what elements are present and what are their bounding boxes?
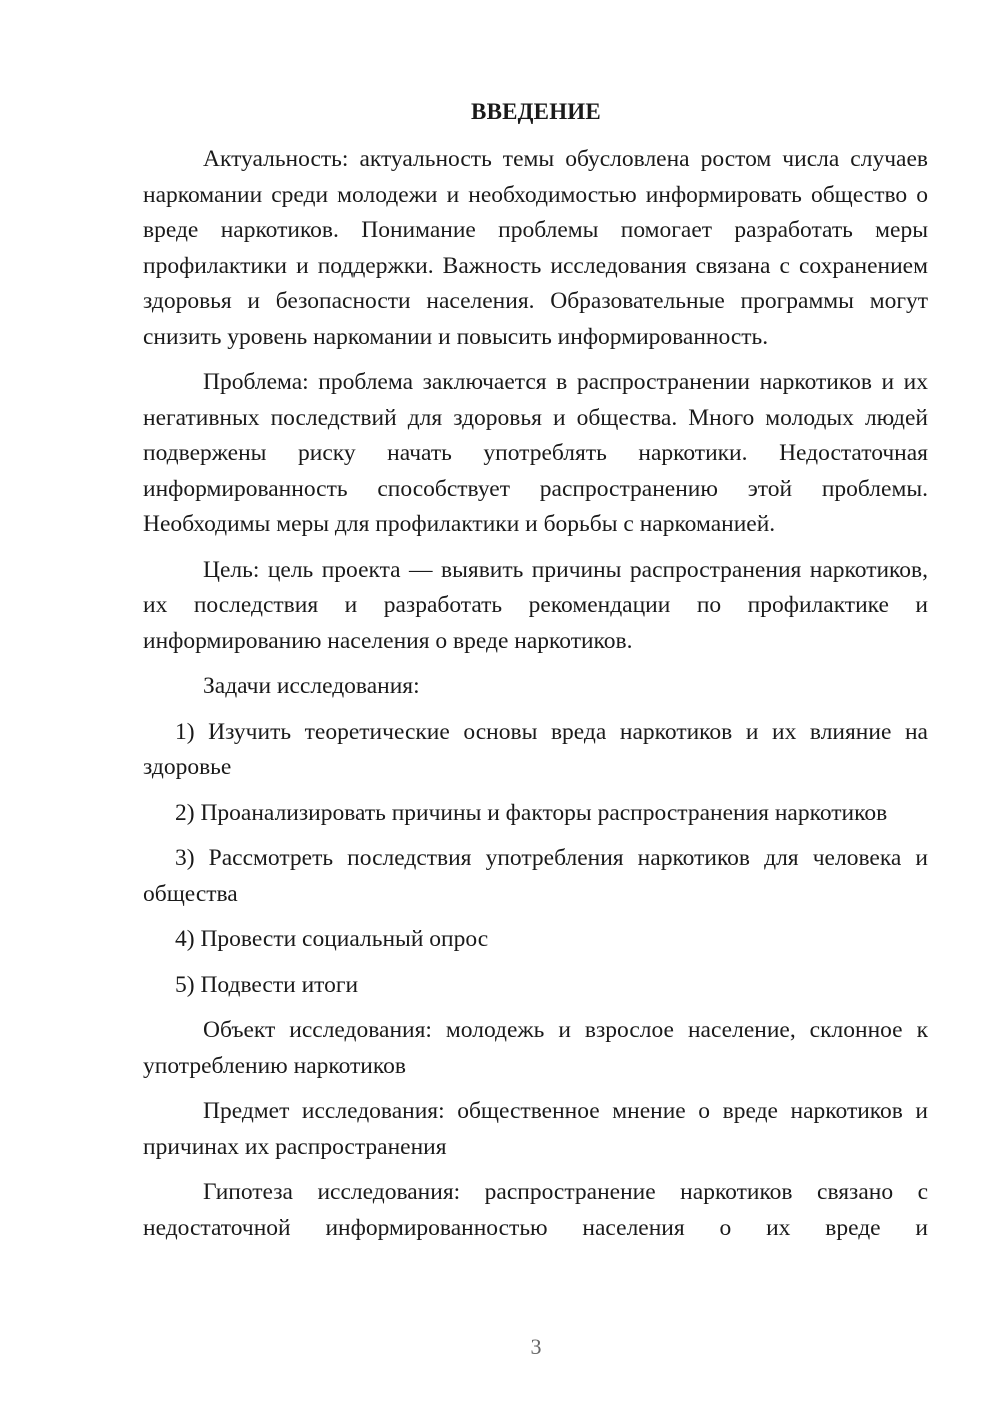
paragraph-hypothesis: Гипотеза исследования: распространение наркотиков связано с недостаточной информированностью населения о их вреде и xyxy=(143,1179,928,1241)
paragraph-relevance: Актуальность: актуальность темы обусловлена ростом числа случаев наркомании среди молодежи и необходимостью информировать общество о вреде наркотиков. Понимание проблемы помогает разработать меры профилактики и поддержки. Важность исследования связана с сохранением здоровья и безопасности населения. Образовательные программы могут снизить уровень наркомании и повысить информированность. xyxy=(143,146,928,350)
task-item-4: 4) Провести социальный опрос xyxy=(175,926,489,952)
document-body xyxy=(143,142,928,1256)
task-item-3: 3) Рассмотреть последствия употребления наркотиков для человека и общества xyxy=(143,845,928,907)
tasks-label: Задачи исследования: xyxy=(203,673,420,699)
task-item-2: 2) Проанализировать причины и факторы распространения наркотиков xyxy=(175,799,888,826)
paragraph-problem: Проблема: проблема заключается в распространении наркотиков и их негативных последствий для здоровья и общества. Много молодых людей подвержены риску начать употреблять наркотики. Недостаточная информированность способствует распространению этой проблемы. Необходимы меры для профилактики и борьбы с наркоманией. xyxy=(143,369,928,537)
paragraph-goal: Цель: цель проекта — выявить причины распространения наркотиков, их последствия и разработать рекомендации по профилактике и информированию населения о вреде наркотиков. xyxy=(143,556,928,654)
paragraph-subject: Предмет исследования: общественное мнение о вреде наркотиков и причинах их распространения xyxy=(143,1098,928,1160)
page-number: 3 xyxy=(530,1334,542,1359)
paragraph-object: Объект исследования: молодежь и взрослое население, склонное к употреблению наркотиков xyxy=(143,1017,928,1079)
task-item-5: 5) Подвести итоги xyxy=(175,971,359,998)
page-title: ВВЕДЕНИЕ xyxy=(471,99,601,124)
task-item-1: 1) Изучить теоретические основы вреда наркотиков и их влияние на здоровье xyxy=(143,718,928,780)
